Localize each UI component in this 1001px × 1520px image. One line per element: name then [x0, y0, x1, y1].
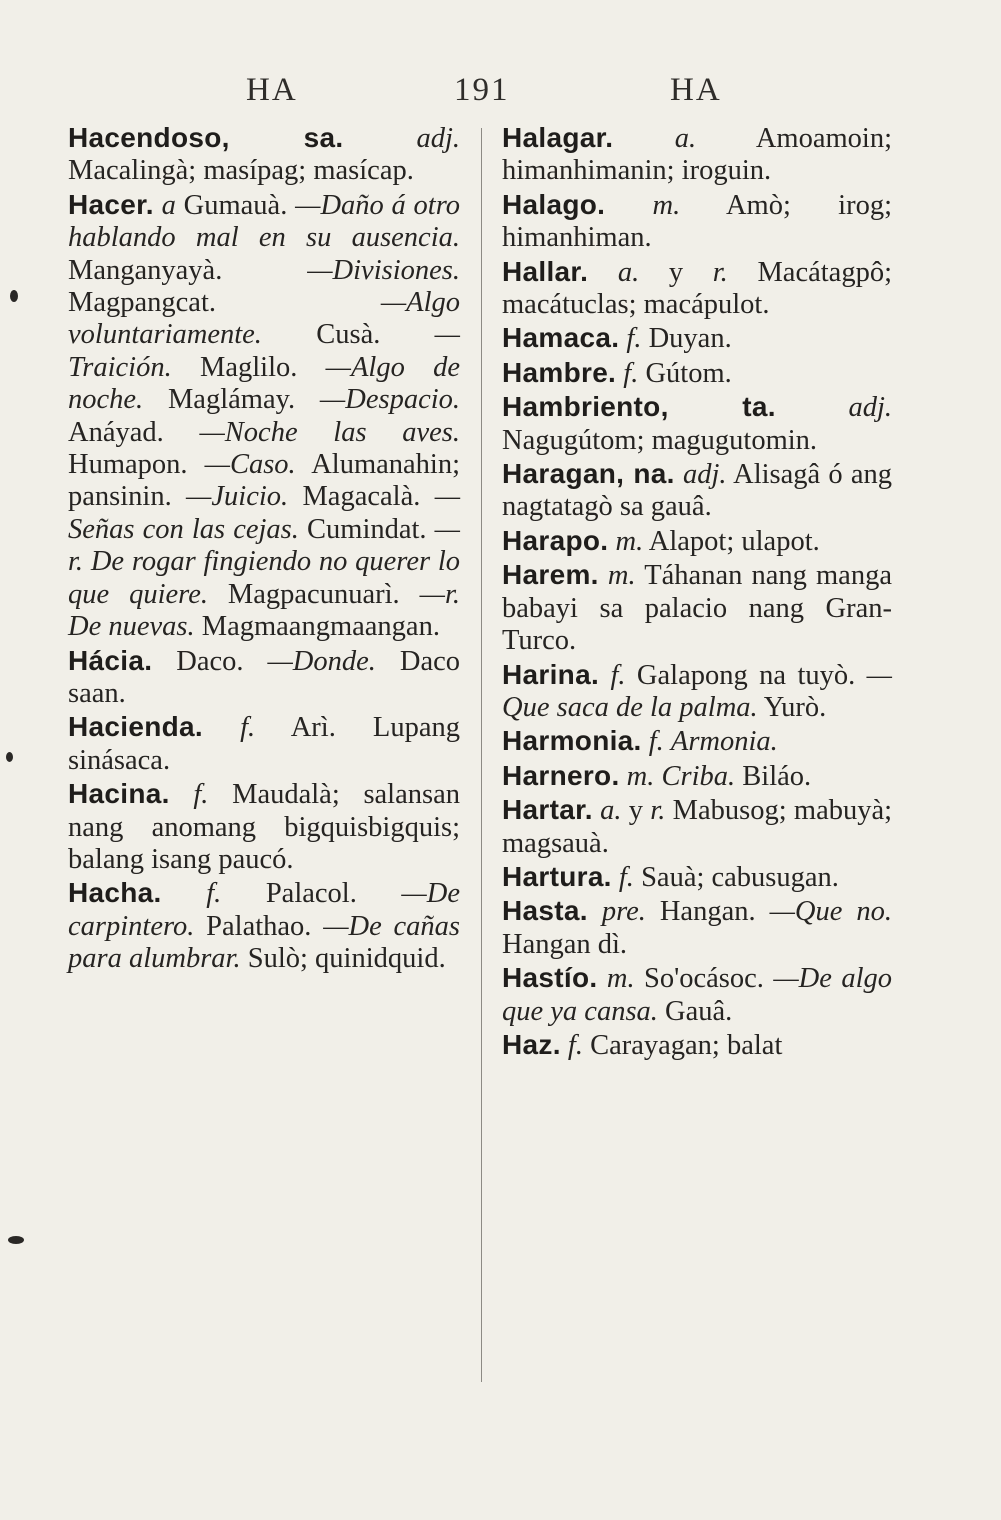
grammar-tag: f.: [240, 712, 256, 744]
grammar-tag: r.: [650, 795, 666, 827]
dictionary-entry: [502, 962, 892, 1028]
tagalog-gloss: Maglilo.: [200, 351, 298, 383]
tagalog-gloss: Magmaangmaangan.: [201, 611, 440, 643]
grammar-tag: f.: [567, 1029, 583, 1061]
grammar-tag: m.: [626, 760, 655, 792]
tagalog-gloss: So'ocásoc.: [644, 963, 764, 995]
tagalog-gloss: Cumindat.: [307, 513, 427, 545]
tagalog-gloss: Palacol.: [265, 878, 357, 910]
entry-headword: Hambriento, ta.: [502, 391, 776, 423]
grammar-tag: m.: [606, 963, 635, 995]
dictionary-entry: [68, 711, 460, 777]
dictionary-entry: [68, 778, 460, 876]
tagalog-gloss: Macalingà; masípag; masícap.: [68, 155, 414, 187]
dictionary-entry: [68, 189, 460, 644]
margin-blot: [6, 752, 13, 762]
tagalog-gloss: Alisagâ ó ang nagtatagò sa gauâ.: [502, 459, 892, 523]
tagalog-gloss: Humapon.: [68, 449, 188, 481]
entry-headword: Hacienda.: [68, 711, 203, 743]
tagalog-gloss: y: [668, 256, 684, 288]
spanish-phrase: —Daño á otro hablando mal en su ausencia.: [68, 189, 461, 254]
entry-headword: Hacina.: [68, 778, 170, 810]
spanish-phrase: —Algo voluntariamente.: [68, 287, 460, 351]
tagalog-gloss: Alapot; ulapot.: [648, 525, 820, 557]
grammar-tag: m.: [615, 525, 644, 557]
tagalog-gloss: Daco.: [176, 645, 244, 677]
margin-blot: [8, 1236, 24, 1244]
dictionary-entry: [502, 861, 892, 894]
tagalog-gloss: Carayagan; balat: [590, 1029, 783, 1061]
column-divider: [481, 128, 482, 1382]
entry-headword: Harem.: [502, 559, 599, 591]
spanish-phrase: —r. De nuevas.: [68, 578, 461, 643]
dictionary-entry: [502, 391, 892, 457]
spanish-phrase: —Donde.: [267, 645, 376, 677]
entry-headword: Hacha.: [68, 877, 162, 909]
dictionary-entry: [68, 877, 460, 975]
grammar-tag: adj.: [416, 123, 460, 154]
entry-headword: Haz.: [502, 1028, 561, 1060]
tagalog-gloss: Amò; irog; himanhiman.: [502, 189, 893, 254]
dictionary-entry: [502, 760, 892, 793]
grammar-tag: pre.: [601, 896, 646, 928]
dictionary-entry: [502, 256, 892, 322]
page-number: 191: [454, 72, 510, 108]
tagalog-gloss: Magacalà.: [302, 481, 421, 513]
tagalog-gloss: Maglámay.: [167, 384, 296, 416]
tagalog-gloss: Amoamoin; himanhimanin; iroguin.: [502, 123, 892, 187]
spanish-phrase: —Caso.: [204, 449, 296, 481]
header-right-guide: HA: [670, 72, 722, 108]
dictionary-entry: [502, 525, 892, 558]
spanish-phrase: —De algo que ya cansa.: [502, 963, 893, 1027]
tagalog-gloss: Yurò.: [763, 691, 827, 723]
tagalog-gloss: Daco saan.: [68, 645, 461, 709]
spanish-phrase: —Señas con las cejas.: [68, 481, 461, 545]
entry-headword: Hasta.: [502, 895, 588, 927]
grammar-tag: m.: [607, 560, 636, 592]
grammar-tag: f.: [648, 726, 664, 758]
grammar-tag: f.: [626, 323, 642, 355]
spanish-phrase: Criba.: [661, 760, 736, 792]
tagalog-gloss: Magpangcat.: [68, 287, 216, 319]
tagalog-gloss: Palathao.: [206, 910, 312, 942]
spanish-phrase: —Juicio.: [186, 481, 289, 513]
entry-headword: Hartura.: [502, 860, 612, 892]
entry-headword: Harapo.: [502, 524, 609, 556]
tagalog-gloss: Sauà; cabusugan.: [641, 861, 839, 893]
spanish-phrase: —Divisiones.: [307, 254, 460, 286]
dictionary-entry: [502, 122, 892, 188]
entry-headword: Harina.: [502, 658, 600, 690]
spanish-phrase: —Que saca de la palma.: [502, 659, 893, 723]
entry-headword: Hastío.: [502, 962, 598, 994]
entry-headword: Hartar.: [502, 794, 593, 826]
page-header: [0, 72, 1001, 122]
tagalog-gloss: Nagugútom; magugutomin.: [502, 424, 818, 456]
tagalog-gloss: Hangan dì.: [502, 928, 628, 960]
entry-headword: Harnero.: [502, 759, 620, 791]
tagalog-gloss: Alumanahin; pansinin.: [68, 449, 460, 513]
tagalog-gloss: Anáyad.: [68, 416, 164, 448]
tagalog-gloss: Mabusog; mabuyà; magsauà.: [502, 795, 893, 859]
header-left-guide: HA: [246, 72, 298, 108]
tagalog-gloss: Gumauà.: [183, 189, 288, 221]
tagalog-gloss: Biláo.: [742, 760, 812, 792]
tagalog-gloss: Cusà.: [316, 319, 381, 351]
dictionary-entry: [502, 794, 892, 860]
tagalog-gloss: Duyan.: [648, 323, 732, 355]
tagalog-gloss: Hangan.: [659, 896, 756, 928]
spanish-phrase: Armonia.: [670, 726, 778, 758]
grammar-tag: f.: [623, 357, 639, 389]
entry-headword: Hácia.: [68, 644, 153, 676]
grammar-tag: a.: [674, 123, 697, 154]
grammar-tag: f.: [206, 878, 222, 910]
dictionary-entry: [502, 322, 892, 355]
entry-headword: Hacendoso, sa.: [68, 122, 344, 153]
tagalog-gloss: Gútom.: [645, 357, 732, 389]
tagalog-gloss: Galapong na tuyò.: [636, 659, 856, 691]
grammar-tag: f.: [610, 659, 626, 691]
spanish-phrase: —De carpintero.: [68, 878, 460, 942]
tagalog-gloss: y: [628, 795, 644, 827]
dictionary-entry: [502, 559, 892, 657]
grammar-tag: adj.: [682, 459, 727, 491]
tagalog-gloss: Sulò; quinidquid.: [247, 943, 446, 975]
grammar-tag: f.: [618, 861, 634, 893]
dictionary-entry: [502, 458, 892, 524]
grammar-tag: a.: [617, 256, 640, 288]
dictionary-entry: [502, 725, 892, 758]
margin-blot: [10, 290, 18, 302]
grammar-tag: m.: [652, 189, 681, 221]
entry-headword: Halago.: [502, 188, 606, 220]
left-column: [68, 122, 460, 977]
tagalog-gloss: Maudalà; salansan nang anomang bigquisbigquis; balang isang paucó.: [68, 779, 460, 875]
dictionary-entry: [502, 189, 892, 255]
spanish-phrase: —Despacio.: [319, 384, 461, 416]
tagalog-gloss: Magpacunuarì.: [227, 578, 400, 610]
entry-headword: Hamaca.: [502, 322, 620, 354]
right-column: [502, 122, 892, 1063]
dictionary-entry: [502, 895, 892, 961]
entry-headword: Hallar.: [502, 255, 589, 287]
spanish-phrase: —r. De rogar fingiendo no querer lo que quiere.: [68, 513, 461, 610]
entry-headword: Hacer.: [68, 188, 154, 220]
tagalog-gloss: Gauâ.: [665, 995, 733, 1027]
entry-headword: Halagar.: [502, 122, 614, 153]
dictionary-entry: [502, 357, 892, 390]
entry-headword: Hambre.: [502, 356, 617, 388]
grammar-tag: a: [161, 189, 176, 221]
dictionary-entry: [502, 659, 892, 725]
spanish-phrase: —Noche las aves.: [199, 416, 460, 448]
spanish-phrase: —Algo de noche.: [68, 351, 461, 416]
grammar-tag: r.: [712, 256, 728, 288]
dictionary-entry: [502, 1029, 892, 1062]
dictionary-entry: [68, 122, 460, 188]
spanish-phrase: —Traición.: [68, 319, 461, 383]
spanish-phrase: —Que no.: [769, 896, 892, 928]
grammar-tag: f.: [193, 779, 209, 811]
tagalog-gloss: Arì. Lupang sinásaca.: [68, 712, 460, 776]
tagalog-gloss: Manganyayà.: [68, 254, 223, 286]
grammar-tag: a.: [600, 795, 622, 827]
tagalog-gloss: Táhanan nang manga babayi sa palacio nang Gran-Turco.: [502, 560, 892, 657]
grammar-tag: adj.: [848, 392, 893, 424]
entry-headword: Haragan, na.: [502, 458, 675, 490]
tagalog-gloss: Macátagpô; macátuclas; macápulot.: [502, 256, 892, 321]
dictionary-entry: [68, 645, 460, 711]
spanish-phrase: —De cañas para alumbrar.: [68, 910, 461, 975]
entry-headword: Harmonia.: [502, 725, 642, 757]
